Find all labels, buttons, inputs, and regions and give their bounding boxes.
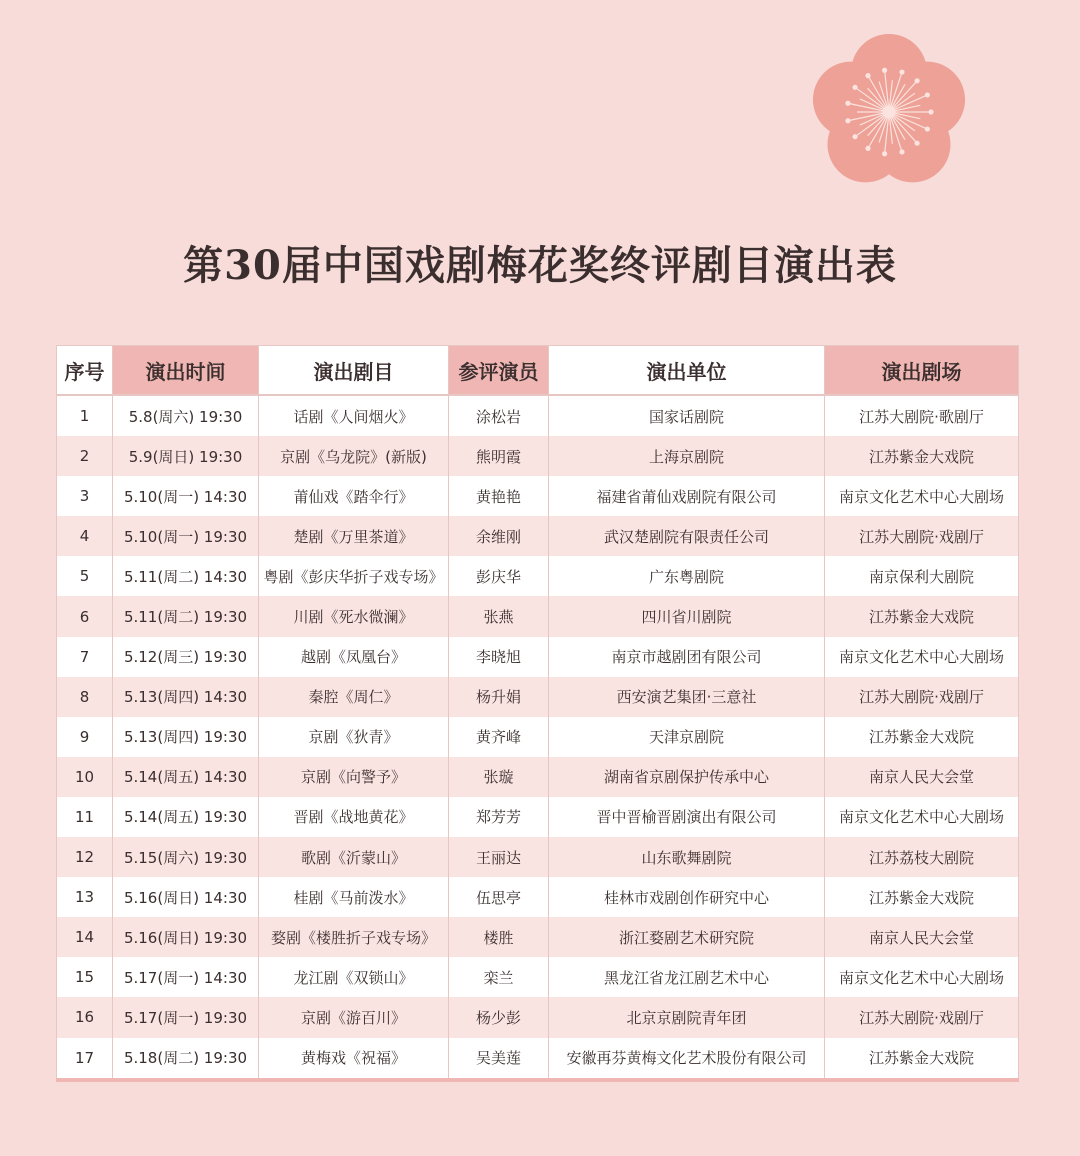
plum-blossom-icon bbox=[806, 30, 972, 192]
cell-actor: 张燕 bbox=[449, 596, 549, 636]
cell-theater: 南京文化艺术中心大剧场 bbox=[825, 957, 1019, 997]
cell-actor: 黄齐峰 bbox=[449, 717, 549, 757]
table-row bbox=[57, 395, 1019, 436]
cell-actor: 吴美莲 bbox=[449, 1038, 549, 1080]
schedule-table-container bbox=[56, 345, 1018, 1082]
cell-play: 莆仙戏《踏伞行》 bbox=[259, 476, 449, 516]
cell-company: 武汉楚剧院有限责任公司 bbox=[549, 516, 825, 556]
cell-play: 秦腔《周仁》 bbox=[259, 677, 449, 717]
cell-time: 5.12(周三) 19:30 bbox=[113, 637, 259, 677]
flower-stamen-tip bbox=[865, 73, 870, 78]
cell-company: 晋中晋榆晋剧演出有限公司 bbox=[549, 797, 825, 837]
header-index: 序号 bbox=[57, 346, 113, 396]
cell-play: 越剧《凤凰台》 bbox=[259, 637, 449, 677]
cell-company: 桂林市戏剧创作研究中心 bbox=[549, 877, 825, 917]
cell-index: 14 bbox=[57, 917, 113, 957]
cell-time: 5.17(周一) 14:30 bbox=[113, 957, 259, 997]
cell-play: 京剧《狄青》 bbox=[259, 717, 449, 757]
cell-theater: 南京文化艺术中心大剧场 bbox=[825, 797, 1019, 837]
cell-actor: 杨少彭 bbox=[449, 997, 549, 1037]
cell-time: 5.14(周五) 19:30 bbox=[113, 797, 259, 837]
cell-time: 5.18(周二) 19:30 bbox=[113, 1038, 259, 1080]
cell-time: 5.17(周一) 19:30 bbox=[113, 997, 259, 1037]
cell-time: 5.8(周六) 19:30 bbox=[113, 395, 259, 436]
cell-theater: 江苏大剧院·戏剧厅 bbox=[825, 516, 1019, 556]
cell-index: 4 bbox=[57, 516, 113, 556]
cell-index: 17 bbox=[57, 1038, 113, 1080]
cell-actor: 楼胜 bbox=[449, 917, 549, 957]
cell-time: 5.16(周日) 14:30 bbox=[113, 877, 259, 917]
flower-stamen-tip bbox=[852, 134, 857, 139]
cell-index: 7 bbox=[57, 637, 113, 677]
flower-stamen-tip bbox=[925, 92, 930, 97]
cell-time: 5.15(周六) 19:30 bbox=[113, 837, 259, 877]
cell-theater: 江苏大剧院·戏剧厅 bbox=[825, 677, 1019, 717]
header-theater: 演出剧场 bbox=[825, 346, 1019, 396]
cell-actor: 熊明霞 bbox=[449, 436, 549, 476]
cell-company: 南京市越剧团有限公司 bbox=[549, 637, 825, 677]
cell-theater: 江苏紫金大戏院 bbox=[825, 877, 1019, 917]
cell-actor: 王丽达 bbox=[449, 837, 549, 877]
cell-play: 话剧《人间烟火》 bbox=[259, 395, 449, 436]
cell-actor: 李晓旭 bbox=[449, 637, 549, 677]
cell-index: 12 bbox=[57, 837, 113, 877]
header-actor: 参评演员 bbox=[449, 346, 549, 396]
cell-play: 龙江剧《双锁山》 bbox=[259, 957, 449, 997]
table-row bbox=[57, 436, 1019, 476]
cell-theater: 南京保利大剧院 bbox=[825, 556, 1019, 596]
cell-index: 16 bbox=[57, 997, 113, 1037]
cell-actor: 余维刚 bbox=[449, 516, 549, 556]
table-row bbox=[57, 556, 1019, 596]
cell-theater: 江苏紫金大戏院 bbox=[825, 436, 1019, 476]
table-row bbox=[57, 917, 1019, 957]
cell-company: 福建省莆仙戏剧院有限公司 bbox=[549, 476, 825, 516]
cell-time: 5.13(周四) 14:30 bbox=[113, 677, 259, 717]
cell-time: 5.11(周二) 19:30 bbox=[113, 596, 259, 636]
table-row bbox=[57, 957, 1019, 997]
cell-theater: 江苏荔枝大剧院 bbox=[825, 837, 1019, 877]
cell-company: 湖南省京剧保护传承中心 bbox=[549, 757, 825, 797]
cell-theater: 江苏大剧院·歌剧厅 bbox=[825, 395, 1019, 436]
cell-theater: 南京人民大会堂 bbox=[825, 917, 1019, 957]
cell-company: 上海京剧院 bbox=[549, 436, 825, 476]
cell-play: 桂剧《马前泼水》 bbox=[259, 877, 449, 917]
cell-theater: 江苏大剧院·戏剧厅 bbox=[825, 997, 1019, 1037]
flower-pistil bbox=[883, 106, 895, 118]
table-row bbox=[57, 637, 1019, 677]
flower-stamen-tip bbox=[845, 118, 850, 123]
flower-stamen-tip bbox=[845, 101, 850, 106]
cell-time: 5.16(周日) 19:30 bbox=[113, 917, 259, 957]
flower-stamen-tip bbox=[882, 151, 887, 156]
cell-play: 京剧《游百川》 bbox=[259, 997, 449, 1037]
table-row bbox=[57, 1038, 1019, 1080]
header-time: 演出时间 bbox=[113, 346, 259, 396]
cell-play: 京剧《向警予》 bbox=[259, 757, 449, 797]
flower-stamen-tip bbox=[899, 69, 904, 74]
flower-stamen-tip bbox=[882, 68, 887, 73]
table-row bbox=[57, 717, 1019, 757]
cell-index: 1 bbox=[57, 395, 113, 436]
cell-actor: 郑芳芳 bbox=[449, 797, 549, 837]
cell-play: 歌剧《沂蒙山》 bbox=[259, 837, 449, 877]
cell-company: 黑龙江省龙江剧艺术中心 bbox=[549, 957, 825, 997]
flower-stamen-tip bbox=[852, 85, 857, 90]
cell-actor: 涂松岩 bbox=[449, 395, 549, 436]
cell-index: 8 bbox=[57, 677, 113, 717]
cell-actor: 伍思亭 bbox=[449, 877, 549, 917]
cell-index: 3 bbox=[57, 476, 113, 516]
cell-theater: 南京人民大会堂 bbox=[825, 757, 1019, 797]
table-row bbox=[57, 596, 1019, 636]
cell-theater: 江苏紫金大戏院 bbox=[825, 596, 1019, 636]
header-company: 演出单位 bbox=[549, 346, 825, 396]
table-row bbox=[57, 757, 1019, 797]
cell-actor: 彭庆华 bbox=[449, 556, 549, 596]
table-header-row bbox=[57, 346, 1019, 396]
cell-actor: 杨升娟 bbox=[449, 677, 549, 717]
cell-index: 2 bbox=[57, 436, 113, 476]
cell-play: 晋剧《战地黄花》 bbox=[259, 797, 449, 837]
cell-play: 川剧《死水微澜》 bbox=[259, 596, 449, 636]
flower-stamen-tip bbox=[925, 126, 930, 131]
flower-stamen-tip bbox=[928, 109, 933, 114]
table-row bbox=[57, 997, 1019, 1037]
cell-index: 13 bbox=[57, 877, 113, 917]
cell-company: 国家话剧院 bbox=[549, 395, 825, 436]
cell-time: 5.14(周五) 14:30 bbox=[113, 757, 259, 797]
cell-index: 15 bbox=[57, 957, 113, 997]
cell-theater: 江苏紫金大戏院 bbox=[825, 1038, 1019, 1080]
cell-company: 四川省川剧院 bbox=[549, 596, 825, 636]
cell-time: 5.10(周一) 14:30 bbox=[113, 476, 259, 516]
cell-company: 北京京剧院青年团 bbox=[549, 997, 825, 1037]
cell-play: 粤剧《彭庆华折子戏专场》 bbox=[259, 556, 449, 596]
cell-time: 5.10(周一) 19:30 bbox=[113, 516, 259, 556]
table-row bbox=[57, 877, 1019, 917]
cell-actor: 栾兰 bbox=[449, 957, 549, 997]
table-row bbox=[57, 797, 1019, 837]
cell-company: 安徽再芬黄梅文化艺术股份有限公司 bbox=[549, 1038, 825, 1080]
cell-time: 5.9(周日) 19:30 bbox=[113, 436, 259, 476]
cell-company: 天津京剧院 bbox=[549, 717, 825, 757]
cell-play: 黄梅戏《祝福》 bbox=[259, 1038, 449, 1080]
cell-company: 广东粤剧院 bbox=[549, 556, 825, 596]
cell-company: 山东歌舞剧院 bbox=[549, 837, 825, 877]
flower-stamen-tip bbox=[899, 149, 904, 154]
flower-stamen-tip bbox=[915, 141, 920, 146]
schedule-table bbox=[56, 345, 1019, 1082]
cell-theater: 南京文化艺术中心大剧场 bbox=[825, 637, 1019, 677]
page-title: 第30届中国戏剧梅花奖终评剧目演出表 bbox=[183, 242, 897, 289]
cell-index: 10 bbox=[57, 757, 113, 797]
table-row bbox=[57, 476, 1019, 516]
cell-company: 浙江婺剧艺术研究院 bbox=[549, 917, 825, 957]
table-row bbox=[57, 837, 1019, 877]
cell-theater: 南京文化艺术中心大剧场 bbox=[825, 476, 1019, 516]
header-play: 演出剧目 bbox=[259, 346, 449, 396]
cell-actor: 张璇 bbox=[449, 757, 549, 797]
cell-time: 5.11(周二) 14:30 bbox=[113, 556, 259, 596]
cell-time: 5.13(周四) 19:30 bbox=[113, 717, 259, 757]
flower-stamen-tip bbox=[915, 78, 920, 83]
cell-play: 楚剧《万里茶道》 bbox=[259, 516, 449, 556]
flower-stamen-tip bbox=[865, 146, 870, 151]
cell-index: 11 bbox=[57, 797, 113, 837]
table-row bbox=[57, 677, 1019, 717]
table-row bbox=[57, 516, 1019, 556]
cell-play: 京剧《乌龙院》(新版) bbox=[259, 436, 449, 476]
cell-actor: 黄艳艳 bbox=[449, 476, 549, 516]
cell-company: 西安演艺集团·三意社 bbox=[549, 677, 825, 717]
cell-index: 9 bbox=[57, 717, 113, 757]
cell-play: 婺剧《楼胜折子戏专场》 bbox=[259, 917, 449, 957]
cell-index: 5 bbox=[57, 556, 113, 596]
cell-theater: 江苏紫金大戏院 bbox=[825, 717, 1019, 757]
cell-index: 6 bbox=[57, 596, 113, 636]
